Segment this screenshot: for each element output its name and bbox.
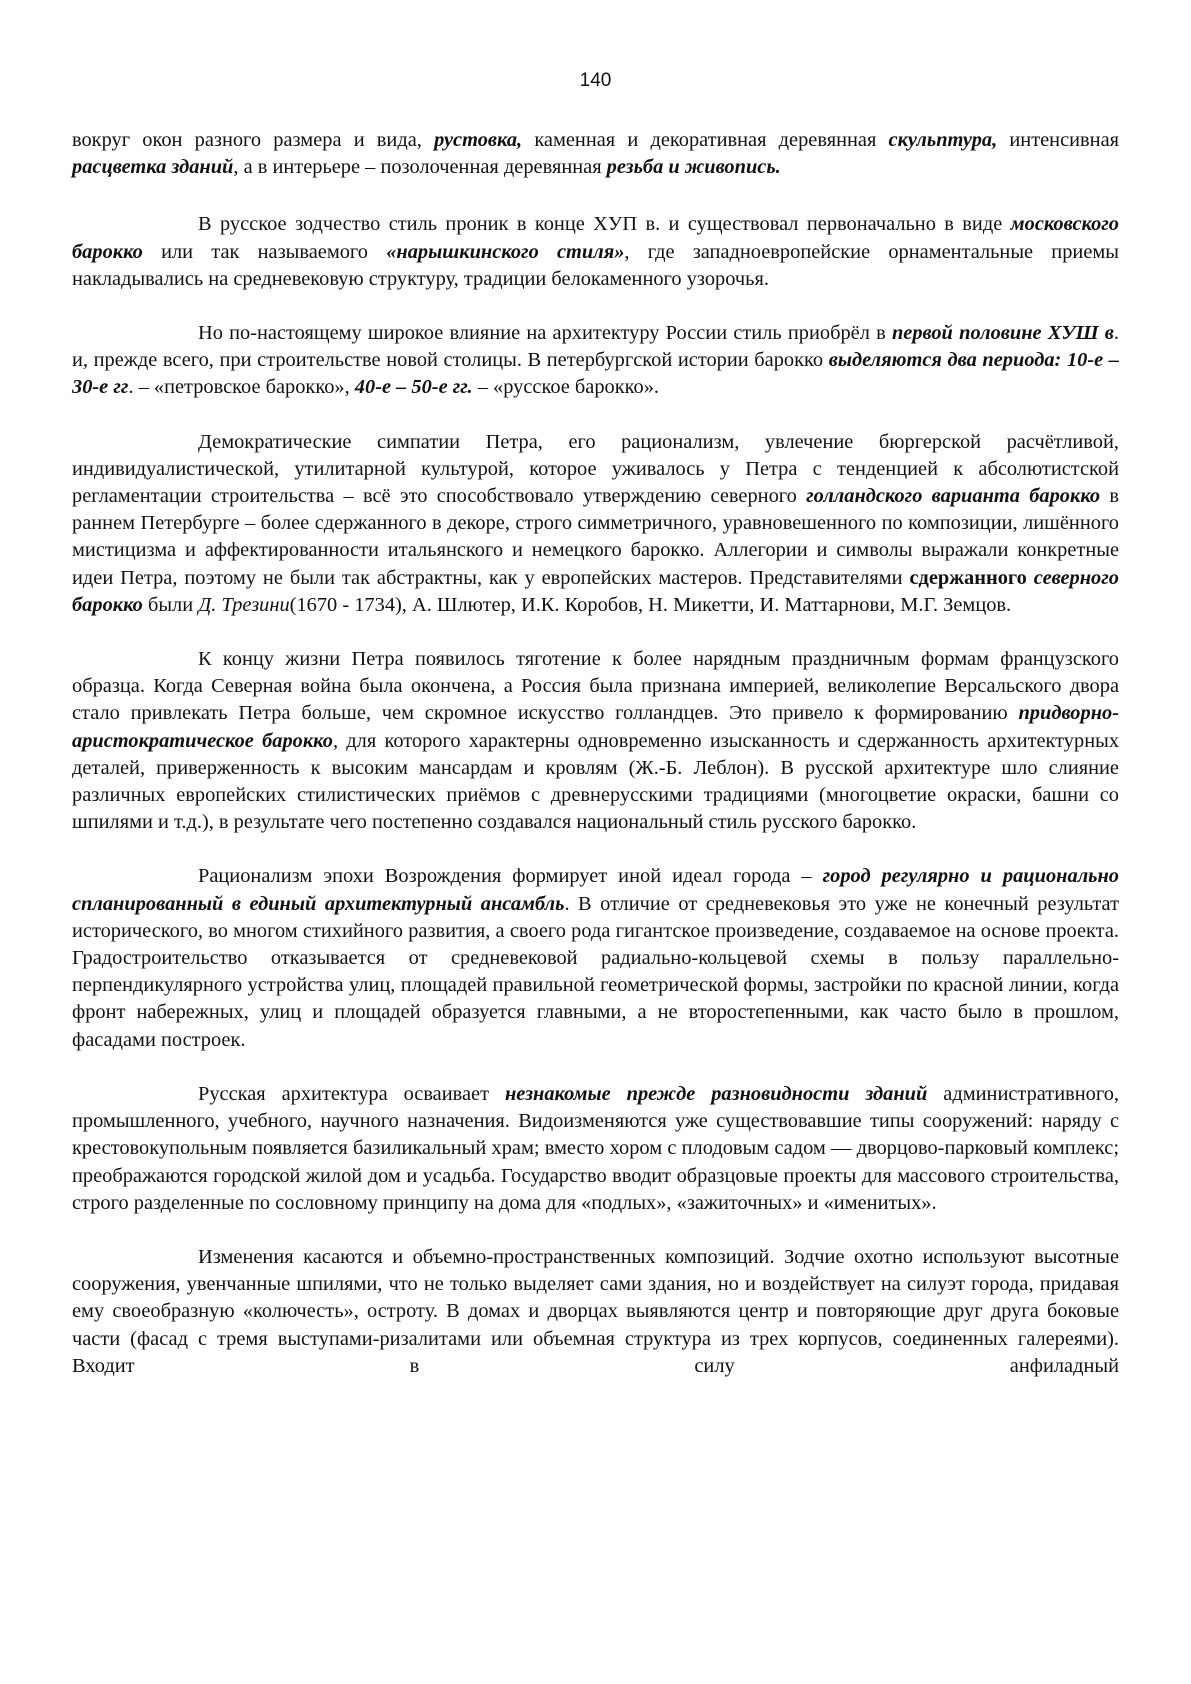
text-run: . – «петровское барокко», [128, 376, 355, 399]
text-run: Русская архитектура осваивает [198, 1082, 505, 1105]
text-run: каменная и декоративная деревянная [522, 129, 889, 151]
text-run: Но по-настоящему широкое влияние на архитектуру России стиль приобрёл в [198, 322, 892, 345]
text-run: или так называемого [142, 240, 387, 263]
paragraph [72, 127, 1119, 181]
text-run: К концу жизни Петра появилось тяготение к более нарядным праздничным формам французского образца. Когда Северная война была окончена, а Россия была признана империей, великолепие Версальского двора стало привлекать Петра больше, чем скромное искусство голландцев. Это привело к формированию [72, 648, 1119, 725]
emphasized-text: Д. Трезини [198, 593, 290, 616]
emphasized-text: 40-е – 50-е гг. [354, 376, 473, 399]
text-run: . и, прежде всего, при строительстве новой столицы. В петербургской истории барокко [72, 322, 1119, 372]
text-run: Демократические симпатии Петра, его рационализм, увлечение бюргерской расчётливой, индивидуалистической, утилитарной культурой, которое уживалось у Петра с тенденцией к абсолютистской регламентации строительства – всё это способствовало утверждению северного [72, 430, 1119, 508]
emphasized-text: голландского варианта барокко [806, 485, 1101, 508]
text-run: , для которого характерны одновременно изысканность и сдержанность архитектурных деталей, приверженность к высоким мансардам и кровлям (Ж.-Б. Леблон). В русской архитектуре шло слияние различных европейских стилистических приёмов с древнерусскими традициями (многоцветие окраски, башни со шпилями и т.д.), в результате чего постепенно создавался национальный стиль русского барокко. [72, 729, 1120, 834]
text-run: , где западноевропейские орнаментальные приемы накладывались на средневековую структуру, традиции белокаменного узорочья. [72, 240, 1119, 290]
emphasized-text: московского барокко [72, 213, 1119, 263]
paragraph [72, 211, 1119, 293]
paragraph [72, 320, 1119, 402]
text-run: Рационализм эпохи Возрождения формирует иной идеал города – [198, 865, 823, 888]
emphasized-text: рустовка, [434, 129, 523, 151]
emphasized-text: скульптура, [888, 129, 998, 151]
text-run: В русское зодчество стиль проник в конце ХУП в. и существовал первоначально в виде [198, 213, 1011, 236]
emphasized-text: город регулярно и рационально спланированный в единый архитектурный ансамбль [72, 865, 1119, 915]
body-text [72, 127, 1119, 1407]
paragraph [72, 646, 1119, 836]
emphasized-text: незнакомые прежде разновидности зданий [504, 1082, 928, 1105]
paragraph [72, 429, 1119, 619]
emphasized-text: расцветка зданий [72, 156, 234, 179]
emphasized-text: сдержанного [909, 566, 1027, 589]
text-run: – «русское барокко». [472, 376, 659, 399]
paragraph [72, 1244, 1119, 1380]
text-run [1027, 567, 1034, 589]
text-run: . В отличие от средневековья это уже не конечный результат исторического, во многом стихийного развития, а своего рода гигантское произведение, создаваемое на основе проекта. Градостроительство отказывается от средневековой радиально-кольцевой схемы в пользу параллельно-перпендикулярного устройства улиц, площадей правильной геометрической формы, застройки по красной линии, когда фронт набережных, улиц и площадей образуется главными, а не второстепенными, как часто было в прошлом, фасадами построек. [72, 892, 1119, 1051]
emphasized-text: выделяются два периода: 10-е – 30-е гг [72, 349, 1119, 399]
emphasized-text: придворно-аристократическое барокко [72, 702, 1119, 752]
paragraph [72, 863, 1119, 1053]
text-run: интенсивная [997, 129, 1120, 151]
text-run: , а в интерьере – позолоченная деревянная [233, 156, 607, 179]
emphasized-text: «нарышкинского стиля» [386, 240, 625, 263]
page-number: 140 [579, 70, 612, 91]
text-run: в раннем Петербурге – более сдержанного в декоре, строго симметричного, уравновешенного по композиции, лишённого мистицизма и аффектированности итальянского и немецкого барокко. Аллегории и символы выражали конкретные идеи Петра, поэтому не были так абстрактны, как у европейских мастеров. Представителями [72, 485, 1119, 589]
emphasized-text: северного барокко [72, 566, 1119, 616]
paragraph [72, 1081, 1119, 1217]
text-run: были [142, 593, 199, 616]
emphasized-text: резьба и живопись. [606, 156, 781, 179]
text-run: административного, промышленного, учебного, научного назначения. Видоизменяются уже существовавшие типы сооружений: наряду с крестовокупольным появляется базиликальный храм; вместо хором с плодовым садом — дворцово-парковый комплекс; преображаются городской жилой дом и усадьба. Государство вводит образцовые проекты для массового строительства, строго разделенные по сословному принципу на дома для «подлых», «зажиточных» и «именитых». [72, 1082, 1119, 1214]
text-run: (1670 - 1734), А. Шлютер, И.К. Коробов, Н. Микетти, И. Маттарнови, М.Г. Земцов. [289, 593, 1012, 616]
emphasized-text: первой половине ХУШ в [891, 322, 1114, 345]
text-run: вокруг окон разного размера и вида, [72, 129, 435, 151]
text-run: Изменения касаются и объемно-пространственных композиций. Зодчие охотно используют высотные сооружения, увенчанные шпилями, что не только выделяет сами здания, но и воздействует на силуэт города, придавая ему своеобразную «колючесть», остроту. В домах и дворцах выявляются центр и повторяющие друг друга боковые части (фасад с тремя выступами-ризалитами или объемная структура из трех корпусов, соединенных галереями). Входит в силу анфиладный [72, 1245, 1119, 1377]
